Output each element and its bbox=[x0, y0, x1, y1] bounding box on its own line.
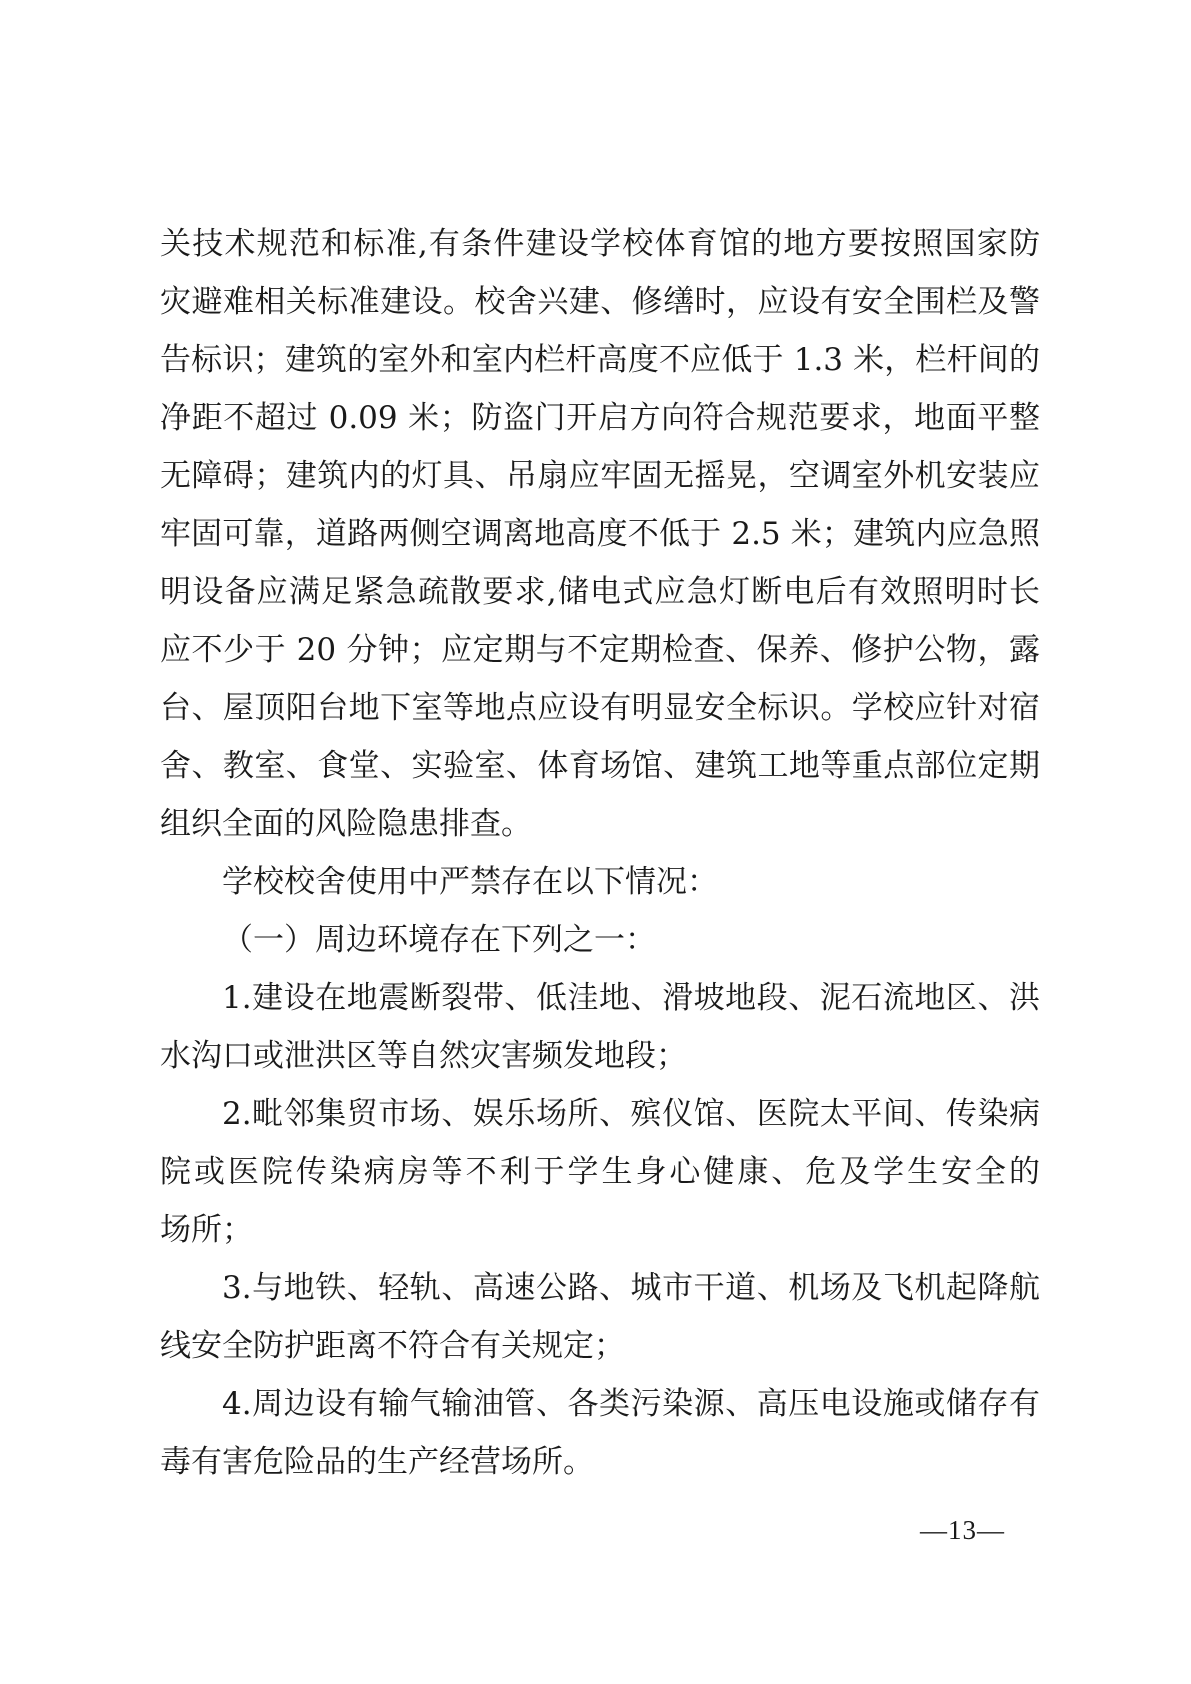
text-line: 净距不超过 0.09 米；防盗门开启方向符合规范要求，地面平整 bbox=[160, 400, 1040, 436]
text-line: 学校校舍使用中严禁存在以下情况： bbox=[222, 864, 718, 900]
text-line: 告标识；建筑的室外和室内栏杆高度不应低于 1.3 米，栏杆间的 bbox=[160, 342, 1040, 378]
text-line: 组织全面的风险隐患排查。 bbox=[160, 806, 532, 842]
text-line: 台、屋顶阳台地下室等地点应设有明显安全标识。学校应针对宿 bbox=[160, 690, 1040, 726]
text-line: 灾避难相关标准建设。校舍兴建、修缮时，应设有安全围栏及警 bbox=[160, 284, 1040, 320]
list-item-1 bbox=[160, 969, 1040, 1085]
text-line: 明设备应满足紧急疏散要求,储电式应急灯断电后有效照明时长 bbox=[160, 574, 1040, 610]
document-body bbox=[160, 215, 1040, 1491]
text-line: 应不少于 20 分钟；应定期与不定期检查、保养、修护公物，露 bbox=[160, 632, 1040, 668]
text-line: 线安全防护距离不符合有关规定； bbox=[160, 1328, 625, 1364]
text-line: 4.周边设有输气输油管、各类污染源、高压电设施或储存有 bbox=[222, 1386, 1040, 1422]
text-line: 舍、教室、食堂、实验室、体育场馆、建筑工地等重点部位定期 bbox=[160, 748, 1040, 784]
page-number: —13— bbox=[920, 1515, 1005, 1545]
text-line: 牢固可靠，道路两侧空调离地高度不低于 2.5 米；建筑内应急照 bbox=[160, 516, 1040, 552]
text-line: 关技术规范和标准,有条件建设学校体育馆的地方要按照国家防 bbox=[160, 226, 1040, 262]
list-item-4 bbox=[160, 1375, 1040, 1491]
text-line: 无障碍；建筑内的灯具、吊扇应牢固无摇晃，空调室外机安装应 bbox=[160, 458, 1040, 494]
list-item-2 bbox=[160, 1085, 1040, 1259]
text-line: 2.毗邻集贸市场、娱乐场所、殡仪馆、医院太平间、传染病 bbox=[222, 1096, 1040, 1132]
section-heading: （一）周边环境存在下列之一： bbox=[222, 922, 656, 958]
paragraph-prohibited-intro bbox=[160, 853, 1040, 911]
text-line: 1.建设在地震断裂带、低洼地、滑坡地段、泥石流地区、洪 bbox=[222, 980, 1040, 1016]
paragraph-section-heading bbox=[160, 911, 1040, 969]
text-line: 院或医院传染病房等不利于学生身心健康、危及学生安全的 bbox=[160, 1154, 1040, 1190]
text-line: 3.与地铁、轻轨、高速公路、城市干道、机场及飞机起降航 bbox=[222, 1270, 1040, 1306]
paragraph-building-standards bbox=[160, 215, 1040, 853]
text-line: 毒有害危险品的生产经营场所。 bbox=[160, 1444, 594, 1480]
text-line: 场所； bbox=[160, 1212, 253, 1248]
text-line: 水沟口或泄洪区等自然灾害频发地段； bbox=[160, 1038, 687, 1074]
list-item-3 bbox=[160, 1259, 1040, 1375]
